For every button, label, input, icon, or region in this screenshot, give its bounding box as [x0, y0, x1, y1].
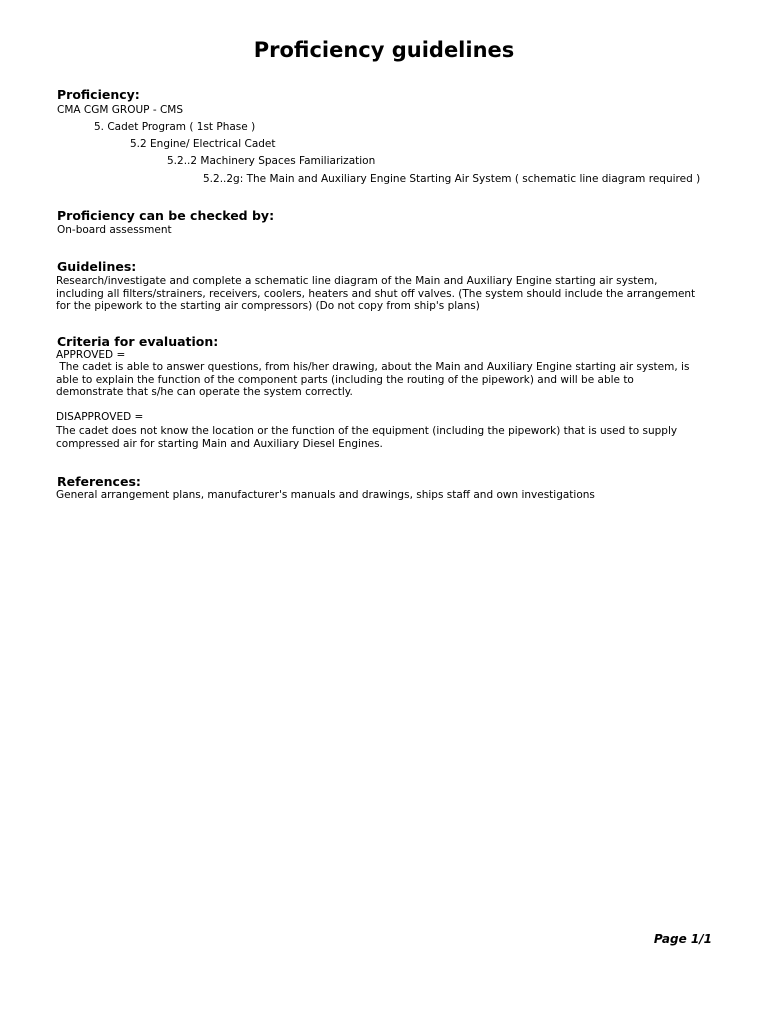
references-heading: References: — [57, 474, 141, 489]
page-number: Page 1/1 — [653, 932, 712, 946]
proficiency-task: 5.2..2g: The Main and Auxiliary Engine Starting Air System ( schematic line diagram required ) — [203, 173, 701, 185]
proficiency-program: 5. Cadet Program ( 1st Phase ) — [94, 121, 256, 133]
references-text: General arrangement plans, manufacturer's manuals and drawings, ships staff and own investigations — [56, 489, 595, 501]
proficiency-module: 5.2..2 Machinery Spaces Familiarization — [167, 155, 376, 167]
guidelines-heading: Guidelines: — [57, 259, 137, 274]
disapproved-label: DISAPPROVED = — [56, 411, 144, 423]
disapproved-text: The cadet does not know the location or the function of the equipment (including the pipework) that is used to supply compressed air for starting Main and Auxiliary Diesel Engines. — [56, 425, 678, 450]
checked-by-heading: Proficiency can be checked by: — [57, 208, 275, 223]
approved-label: APPROVED = — [56, 349, 126, 361]
approved-text: The cadet is able to answer questions, from his/her drawing, about the Main and Auxiliary Engine starting air system, is able to explain the function of the component parts (including the routing of the pipework) and will be able to demonstrate that s/he can operate the system correctly. — [56, 361, 693, 399]
proficiency-heading: Proficiency: — [57, 87, 140, 102]
criteria-heading: Criteria for evaluation: — [57, 334, 219, 349]
proficiency-group: CMA CGM GROUP - CMS — [57, 104, 184, 116]
guidelines-text: Research/investigate and complete a schematic line diagram of the Main and Auxiliary Engine starting air system, including all filters/strainers, receivers, coolers, heaters and shut off valves. (The system should include the arrangement for the pipework to the starting air compressors) (Do not copy from ship's plans) — [56, 275, 696, 313]
checked-by-value: On-board assessment — [57, 224, 172, 236]
page-title: Proficiency guidelines — [253, 38, 515, 62]
proficiency-track: 5.2 Engine/ Electrical Cadet — [130, 138, 276, 150]
